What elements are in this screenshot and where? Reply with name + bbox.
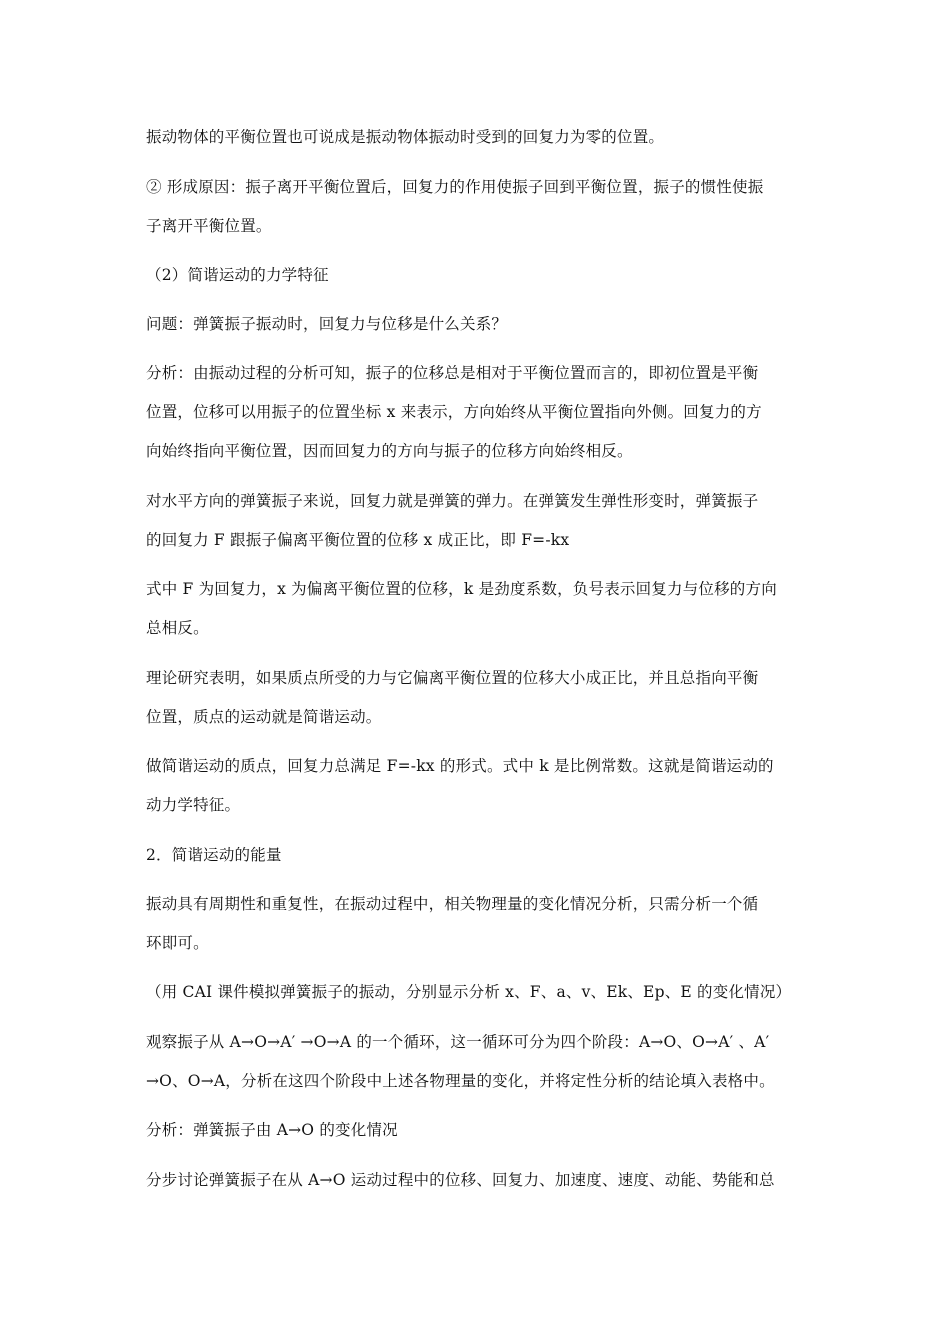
- paragraph-line: 理论研究表明，如果质点所受的力与它偏离平衡位置的位移大小成正比，并且总指向平衡: [146, 669, 759, 687]
- paragraph-line: 振动物体的平衡位置也可说成是振动物体振动时受到的回复力为零的位置。: [146, 128, 665, 146]
- paragraph-line: 观察振子从 A→O→A′ →O→A 的一个循环，这一循环可分为四个阶段：A→O、O→A′ 、A′: [146, 1033, 770, 1051]
- paragraph-line: （用 CAI 课件模拟弹簧振子的振动，分别显示分析 x、F、a、v、Ek、Ep、E 的变化情况）: [146, 983, 792, 1001]
- paragraph-line: ② 形成原因：振子离开平衡位置后，回复力的作用使振子回到平衡位置，振子的惯性使振: [146, 178, 764, 196]
- paragraph-line: 分析：弹簧振子由 A→O 的变化情况: [146, 1121, 398, 1139]
- paragraph-line: 子离开平衡位置。: [146, 217, 272, 235]
- paragraph-line: →O、O→A，分析在这四个阶段中上述各物理量的变化，并将定性分析的结论填入表格中。: [146, 1072, 775, 1090]
- paragraph-line: 振动具有周期性和重复性，在振动过程中，相关物理量的变化情况分析，只需分析一个循: [146, 895, 759, 913]
- section-heading: 2．简谐运动的能量: [146, 846, 282, 864]
- paragraph-line: 问题：弹簧振子振动时，回复力与位移是什么关系？: [146, 315, 508, 333]
- paragraph-line: 总相反。: [146, 619, 209, 637]
- paragraph-line: 位置，位移可以用振子的位置坐标 x 来表示，方向始终从平衡位置指向外侧。回复力的方: [146, 403, 762, 421]
- paragraph-line: 的回复力 F 跟振子偏离平衡位置的位移 x 成正比，即 F=-kx: [146, 531, 570, 549]
- paragraph-line: 位置，质点的运动就是简谐运动。: [146, 708, 382, 726]
- paragraph-line: 向始终指向平衡位置，因而回复力的方向与振子的位移方向始终相反。: [146, 442, 633, 460]
- paragraph-line: 分步讨论弹簧振子在从 A→O 运动过程中的位移、回复力、加速度、速度、动能、势能和总: [146, 1171, 775, 1189]
- paragraph-line: 式中 F 为回复力，x 为偏离平衡位置的位移，k 是劲度系数，负号表示回复力与位移的方向: [146, 580, 777, 598]
- paragraph-line: 动力学特征。: [146, 796, 241, 814]
- section-heading: （2）简谐运动的力学特征: [146, 266, 329, 284]
- paragraph-line: 环即可。: [146, 934, 209, 952]
- paragraph-line: 做简谐运动的质点，回复力总满足 F=-kx 的形式。式中 k 是比例常数。这就是简谐运动的: [146, 757, 774, 775]
- paragraph-line: 分析：由振动过程的分析可知，振子的位移总是相对于平衡位置而言的，即初位置是平衡: [146, 364, 759, 382]
- paragraph-line: 对水平方向的弹簧振子来说，回复力就是弹簧的弹力。在弹簧发生弹性形变时，弹簧振子: [146, 492, 759, 510]
